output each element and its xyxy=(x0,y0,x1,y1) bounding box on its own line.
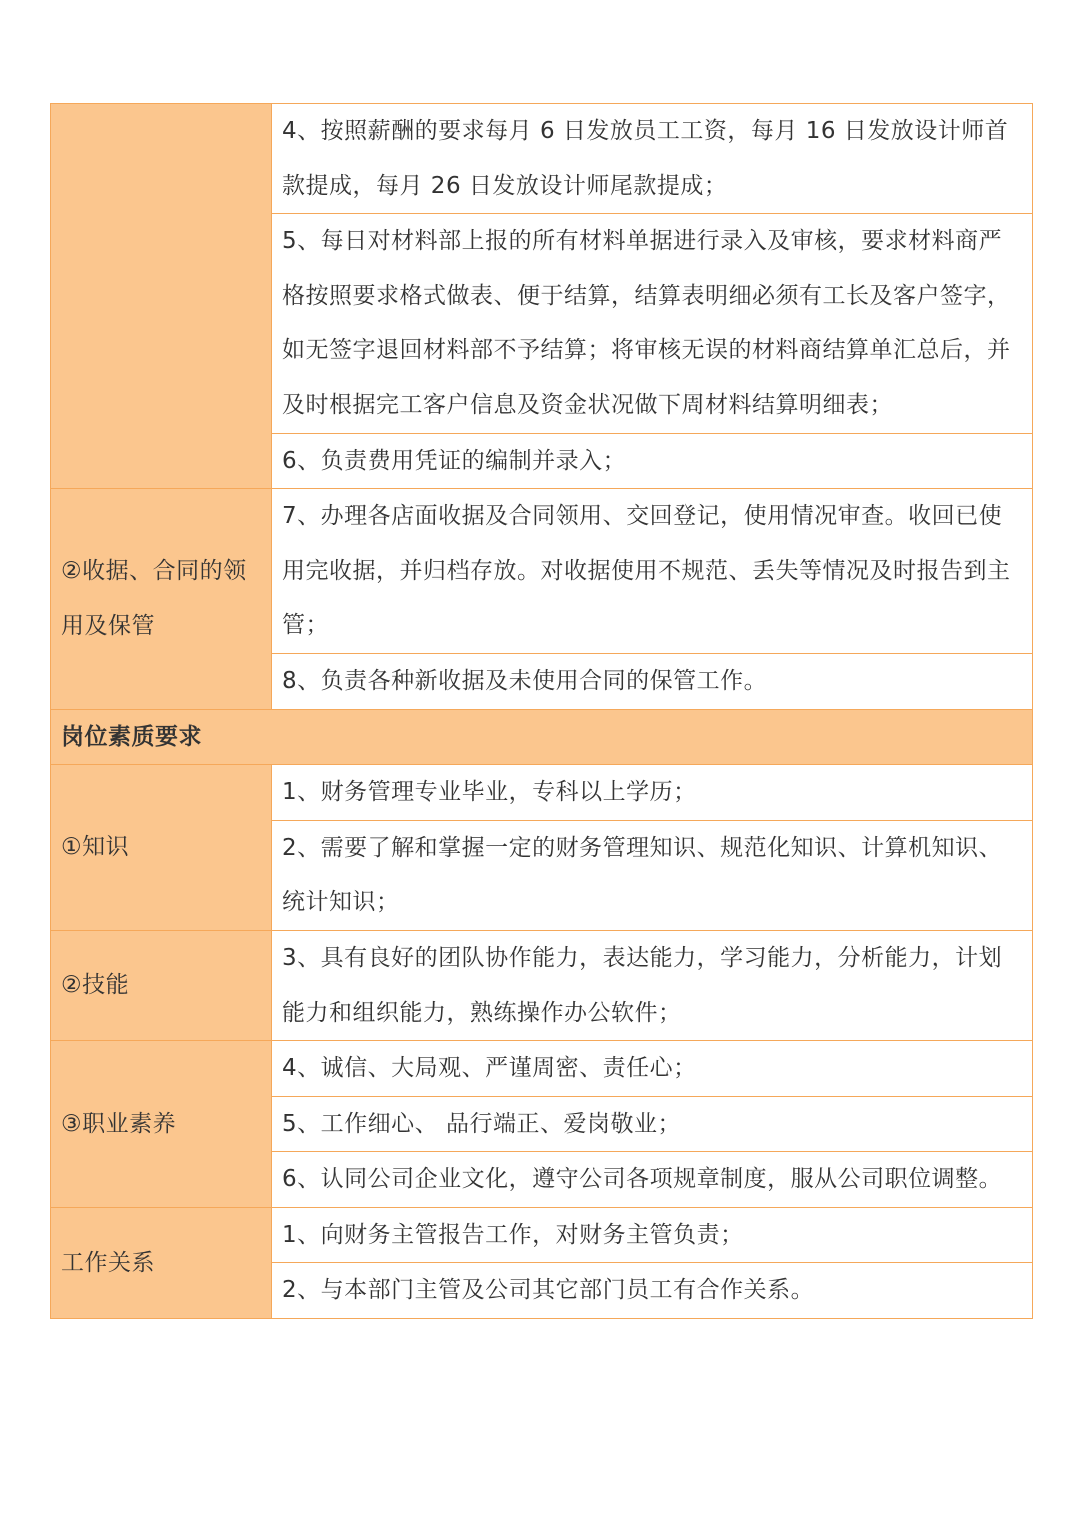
category-cell xyxy=(51,104,272,489)
requirement-item: 4、诚信、大局观、严谨周密、责任心； xyxy=(272,1041,1033,1097)
table-row xyxy=(51,104,1033,214)
table-row xyxy=(51,1207,1033,1263)
duty-item: 5、每日对材料部上报的所有材料单据进行录入及审核，要求材料商严格按照要求格式做表、便于结算，结算表明细必须有工长及客户签字，如无签字退回材料部不予结算；将审核无误的材料商结算单汇总后，并及时根据完工客户信息及资金状况做下周材料结算明细表； xyxy=(272,214,1033,433)
requirement-item: 2、需要了解和掌握一定的财务管理知识、规范化知识、计算机知识、统计知识； xyxy=(272,820,1033,930)
job-duties-table xyxy=(50,103,1033,1319)
duty-item: 7、办理各店面收据及合同领用、交回登记，使用情况审查。收回已使用完收据，并归档存放。对收据使用不规范、丢失等情况及时报告到主管； xyxy=(272,489,1033,654)
requirement-item: 5、工作细心、 品行端正、爱岗敬业； xyxy=(272,1096,1033,1152)
table-row xyxy=(51,930,1033,1040)
requirement-item: 6、认同公司企业文化，遵守公司各项规章制度，服从公司职位调整。 xyxy=(272,1152,1033,1208)
table-row xyxy=(51,489,1033,654)
category-cell: ①知识 xyxy=(51,765,272,931)
category-cell: 工作关系 xyxy=(51,1207,272,1318)
table-row xyxy=(51,765,1033,821)
category-cell: ③职业素养 xyxy=(51,1041,272,1208)
section-header-row xyxy=(51,709,1033,765)
requirement-item: 3、具有良好的团队协作能力，表达能力，学习能力，分析能力，计划能力和组织能力，熟练操作办公软件； xyxy=(272,930,1033,1040)
duty-item: 4、按照薪酬的要求每月 6 日发放员工工资，每月 16 日发放设计师首款提成，每月 26 日发放设计师尾款提成； xyxy=(272,104,1033,214)
relation-item: 2、与本部门主管及公司其它部门员工有合作关系。 xyxy=(272,1263,1033,1319)
duty-item: 8、负责各种新收据及未使用合同的保管工作。 xyxy=(272,653,1033,709)
duty-item: 6、负责费用凭证的编制并录入； xyxy=(272,433,1033,489)
category-cell: ②技能 xyxy=(51,930,272,1040)
category-cell: ②收据、合同的领用及保管 xyxy=(51,489,272,709)
requirement-item: 1、财务管理专业毕业，专科以上学历； xyxy=(272,765,1033,821)
section-title: 岗位素质要求 xyxy=(51,709,1033,765)
relation-item: 1、向财务主管报告工作，对财务主管负责； xyxy=(272,1207,1033,1263)
table-row xyxy=(51,1041,1033,1097)
